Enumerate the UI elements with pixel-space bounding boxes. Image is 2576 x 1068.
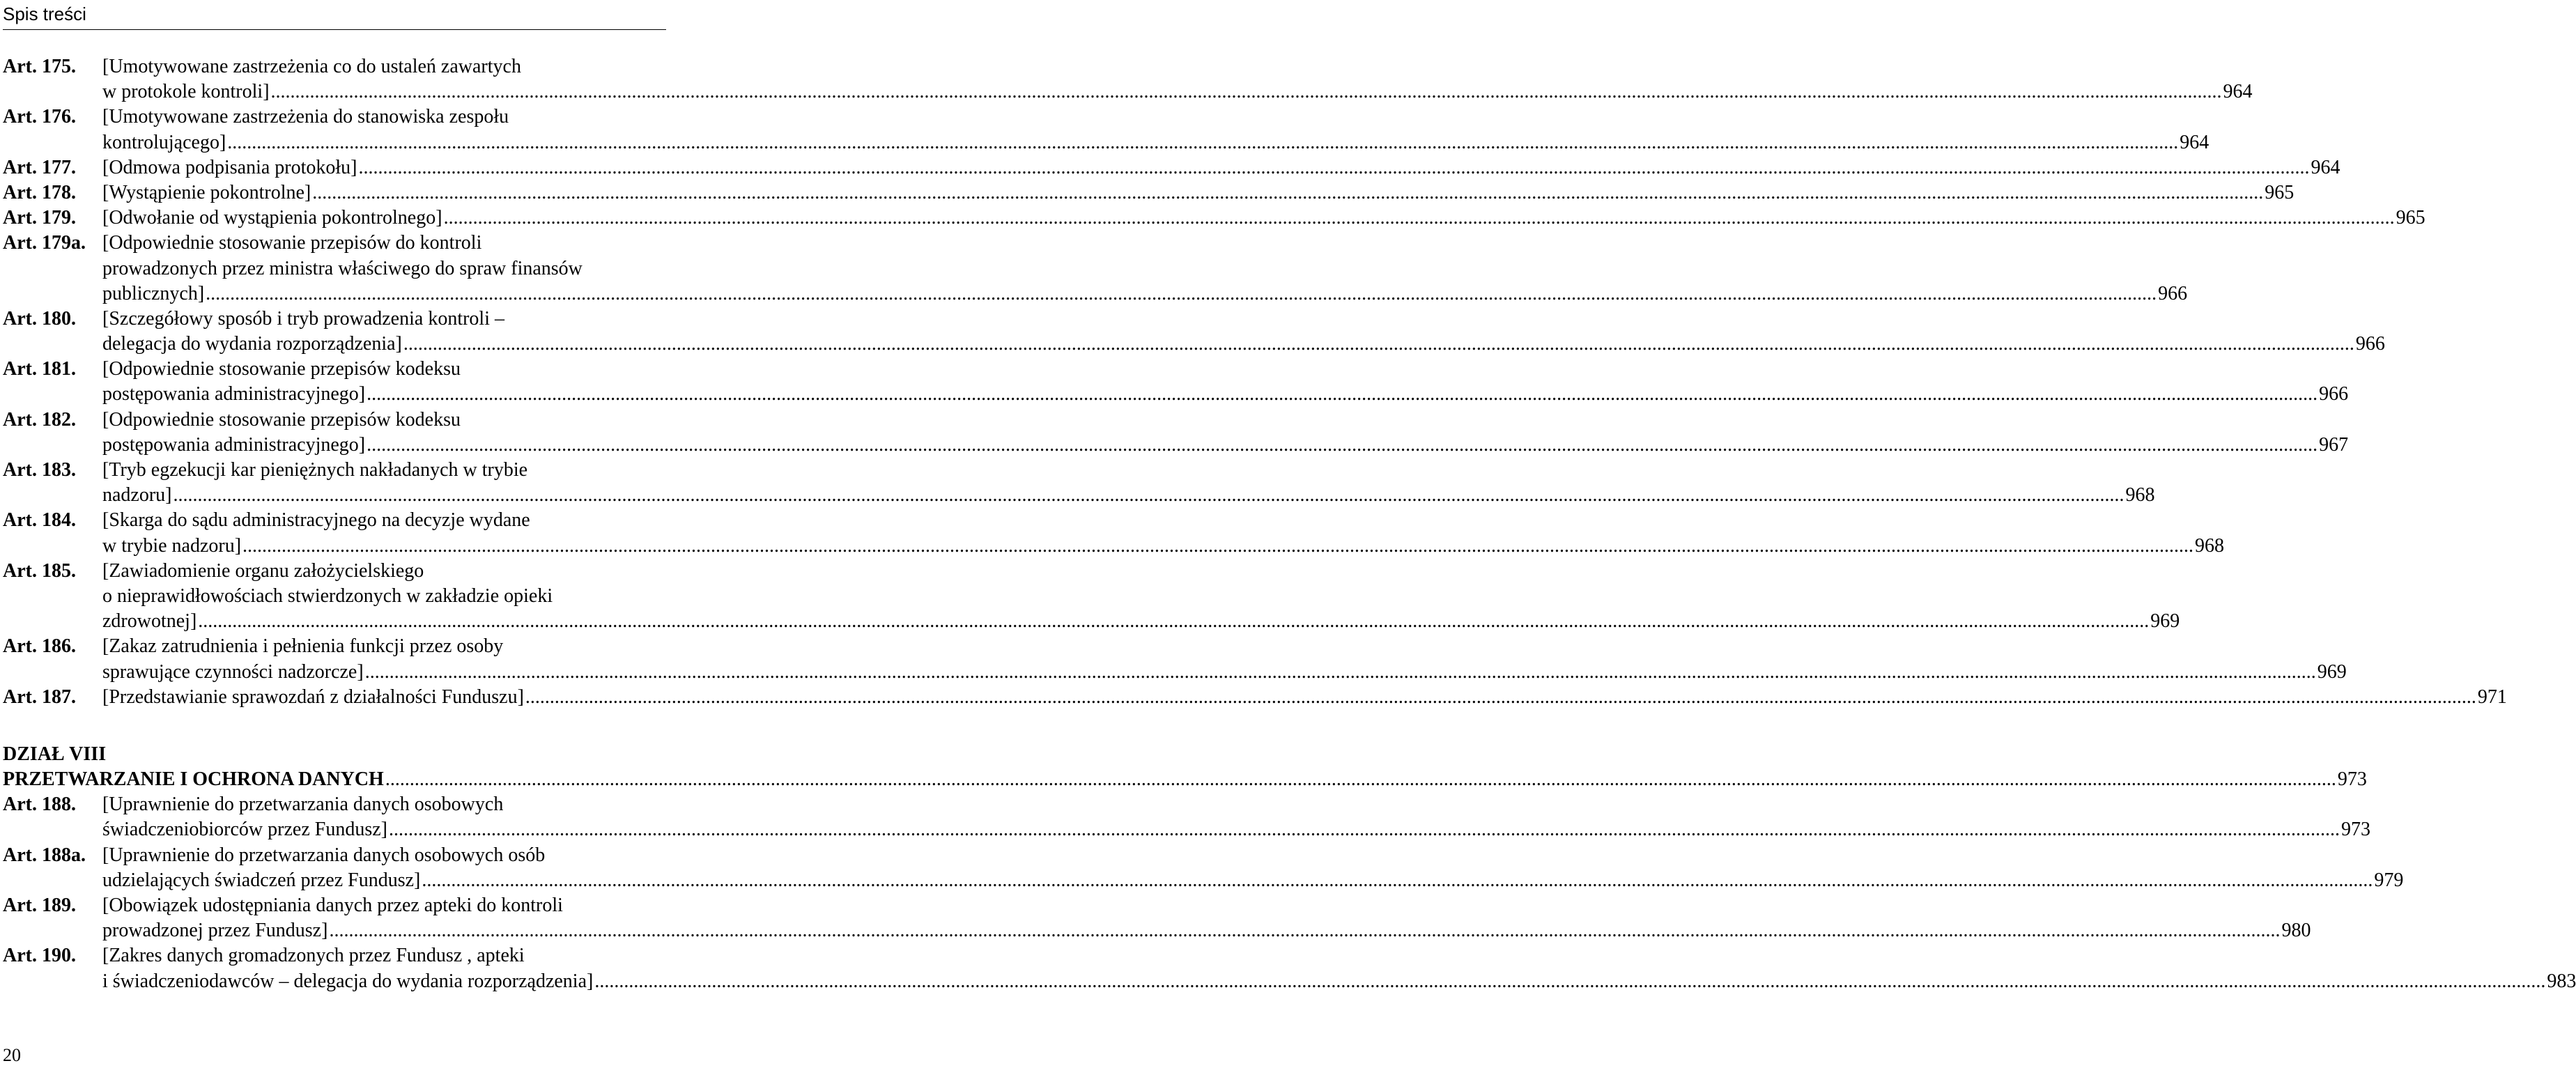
page-ref[interactable]: 967: [2319, 433, 2349, 456]
leader-row: [102, 433, 2349, 458]
leader-row: [102, 382, 2349, 407]
entry-title-text: i świadczeniodawców – delegacja do wydania rozporządzenia]: [102, 970, 594, 992]
toc-entry[interactable]: [3, 54, 2253, 105]
leader-row: [102, 685, 2507, 710]
page-ref[interactable]: 968: [2125, 484, 2155, 506]
section-heading: [3, 742, 2367, 792]
toc-entry-line: [3, 206, 2425, 231]
article-number: Art. 176.: [3, 106, 76, 128]
dot-leader: ................................................................................................................................................................................................................................................................................................................................................................................................................: [594, 970, 2546, 992]
page-ref[interactable]: 965: [2265, 181, 2295, 203]
leader-row: [102, 180, 2295, 206]
dot-leader: ................................................................................................................................................................................................................................................................................................................................................................................................................: [385, 768, 2336, 791]
toc-entry-line: [3, 918, 2311, 943]
dot-leader: ................................................................................................................................................................................................................................................................................................................................................................................................................: [312, 181, 2264, 203]
page-ref[interactable]: 965: [2396, 207, 2425, 229]
toc-entry-line: [3, 685, 2507, 710]
entry-title-text: [Odpowiednie stosowanie przepisów do kontroli: [102, 232, 482, 254]
page-ref[interactable]: 964: [2180, 131, 2209, 153]
toc-entry-line: [3, 508, 666, 533]
leader-row: [102, 155, 2340, 180]
entry-title-text: [Umotywowane zastrzeżenia co do ustaleń zawartych: [102, 56, 521, 77]
entry-title-text: [Tryb egzekucji kar pieniężnych nakładanych w trybie: [102, 459, 528, 481]
page-ref[interactable]: 973: [2340, 819, 2370, 841]
toc-entry-line: [3, 357, 666, 382]
entry-title-text: świadczeniobiorców przez Fundusz]: [102, 819, 387, 841]
page-ref[interactable]: 983: [2547, 970, 2576, 992]
toc-entry-line: [3, 130, 2209, 155]
section-title-row[interactable]: [3, 767, 2367, 792]
toc-entry[interactable]: [3, 792, 2370, 842]
entry-title-text: [Zawiadomienie organu założycielskiego: [102, 559, 424, 582]
entry-title-text: publicznych]: [102, 282, 205, 304]
page-ref[interactable]: 971: [2477, 686, 2507, 708]
leader-row: [102, 281, 2188, 307]
toc-entry[interactable]: [3, 943, 2576, 993]
toc-entry-line: [3, 231, 666, 256]
toc-entry-line: [3, 584, 666, 609]
toc-entry-line: [3, 634, 666, 659]
toc-entry-line: [3, 943, 666, 968]
dot-leader: ................................................................................................................................................................................................................................................................................................................................................................................................................: [367, 433, 2318, 456]
entry-title-text: postępowania administracyjnego]: [102, 433, 366, 456]
toc-entry[interactable]: [3, 105, 2209, 155]
dot-leader: ................................................................................................................................................................................................................................................................................................................................................................................................................: [329, 920, 2281, 942]
table-of-contents: [3, 54, 2576, 994]
entry-title-text: [Obowiązek udostępniania danych przez apteki do kontroli: [102, 895, 563, 916]
dot-leader: ................................................................................................................................................................................................................................................................................................................................................................................................................: [367, 383, 2318, 405]
page-ref[interactable]: 966: [2319, 383, 2349, 405]
toc-entry[interactable]: [3, 231, 2188, 307]
page-ref[interactable]: 973: [2337, 768, 2367, 791]
article-number: Art. 177.: [3, 156, 76, 178]
entry-title-text: [Uprawnienie do przetwarzania danych osobowych: [102, 794, 504, 816]
entry-title-text: [Zakaz zatrudnienia i pełnienia funkcji przez osoby: [102, 635, 504, 658]
toc-entry[interactable]: [3, 559, 2180, 635]
toc-entry-line: [3, 969, 2576, 994]
page-ref[interactable]: 964: [2223, 81, 2253, 103]
leader-row: [102, 660, 2347, 685]
toc-entry-line: [3, 458, 666, 483]
entry-title-text: sprawujące czynności nadzorcze]: [102, 660, 364, 683]
page-ref[interactable]: 979: [2374, 869, 2404, 891]
page-ref[interactable]: 980: [2281, 920, 2311, 942]
article-number: Art. 182.: [3, 408, 76, 431]
dot-leader: ................................................................................................................................................................................................................................................................................................................................................................................................................: [173, 484, 2124, 506]
toc-entry-line: [3, 609, 2180, 634]
page-header: [3, 0, 666, 30]
toc-entry-line: [3, 332, 2385, 357]
toc-entry[interactable]: [3, 307, 2385, 357]
header-title: Spis treści: [3, 3, 86, 24]
entry-title-text: [Odpowiednie stosowanie przepisów kodeksu: [102, 408, 461, 431]
toc-entry[interactable]: [3, 634, 2347, 684]
entry-title-text: nadzoru]: [102, 484, 172, 506]
entry-title-text: delegacja do wydania rozporządzenia]: [102, 333, 402, 355]
leader-row: [102, 206, 2425, 231]
entry-title-text: w trybie nadzoru]: [102, 534, 242, 557]
dot-leader: ................................................................................................................................................................................................................................................................................................................................................................................................................: [422, 869, 2373, 891]
leader-row: [102, 918, 2311, 943]
toc-entry-line: [3, 155, 2340, 180]
page-ref[interactable]: 969: [2150, 610, 2180, 633]
toc-entry-line: [3, 79, 2253, 105]
toc-entry[interactable]: [3, 155, 2340, 180]
article-number: Art. 188a.: [3, 844, 86, 866]
leader-row: [102, 609, 2180, 634]
leader-row: [102, 969, 2576, 994]
leader-row: [102, 130, 2209, 155]
toc-entry-line: [3, 534, 2225, 559]
dot-leader: ................................................................................................................................................................................................................................................................................................................................................................................................................: [443, 207, 2395, 229]
entry-title-text: [Zakres danych gromadzonych przez Fundusz , apteki: [102, 945, 525, 967]
toc-entry[interactable]: [3, 206, 2425, 231]
entry-title-text: o nieprawidłowościach stwierdzonych w zakładzie opieki: [102, 585, 553, 607]
page-ref[interactable]: 964: [2311, 156, 2340, 178]
entry-title-text: [Odmowa podpisania protokołu]: [102, 156, 357, 178]
toc-entry-line: [3, 893, 666, 918]
toc-entry[interactable]: [3, 685, 2507, 710]
leader-row: [102, 868, 2404, 893]
entry-title-text: w protokole kontroli]: [102, 81, 270, 103]
article-number: Art. 179.: [3, 207, 76, 229]
leader-row: [102, 817, 2370, 842]
toc-entry[interactable]: [3, 408, 2349, 458]
toc-entry-line: [3, 433, 2349, 458]
toc-entry-line: [3, 559, 666, 584]
toc-entry[interactable]: [3, 843, 2404, 893]
article-number: Art. 185.: [3, 559, 76, 582]
article-number: Art. 187.: [3, 686, 76, 708]
entry-title-text: [Wystąpienie pokontrolne]: [102, 181, 311, 203]
article-number: Art. 178.: [3, 181, 76, 203]
leader-row: [102, 534, 2225, 559]
leader-row: [102, 332, 2385, 357]
article-number: Art. 189.: [3, 895, 76, 916]
dot-leader: ................................................................................................................................................................................................................................................................................................................................................................................................................: [525, 686, 2476, 708]
article-number: Art. 183.: [3, 459, 76, 481]
article-number: Art. 188.: [3, 794, 76, 816]
toc-entry-line: [3, 256, 666, 281]
toc-entry-line: [3, 483, 2155, 508]
page-number: 20: [3, 1045, 21, 1065]
toc-entry[interactable]: [3, 180, 2295, 206]
entry-title-text: [Odpowiednie stosowanie przepisów kodeksu: [102, 358, 461, 380]
toc-entry[interactable]: [3, 357, 2349, 407]
dot-leader: ................................................................................................................................................................................................................................................................................................................................................................................................................: [198, 610, 2150, 633]
entry-title-text: prowadzonych przez ministra właściwego do spraw finansów: [102, 257, 583, 279]
toc-entry-line: [3, 660, 2347, 685]
dot-leader: ................................................................................................................................................................................................................................................................................................................................................................................................................: [270, 81, 2222, 103]
toc-entry-line: [3, 54, 666, 79]
page-ref[interactable]: 966: [2355, 333, 2385, 355]
toc-entry-line: [3, 307, 666, 332]
article-number: Art. 180.: [3, 307, 76, 330]
toc-entry-line: [3, 408, 666, 433]
article-number: Art. 190.: [3, 945, 76, 967]
toc-entry-line: [3, 817, 2370, 842]
page-ref[interactable]: 968: [2195, 534, 2225, 557]
toc-entry-line: [3, 792, 666, 817]
page-ref[interactable]: 969: [2317, 660, 2347, 683]
toc-entry[interactable]: [3, 458, 2155, 508]
article-number: Art. 184.: [3, 509, 76, 532]
entry-title-text: [Przedstawianie sprawozdań z działalności Funduszu]: [102, 686, 524, 708]
entry-title-text: [Skarga do sądu administracyjnego na decyzje wydane: [102, 509, 530, 532]
dot-leader: ................................................................................................................................................................................................................................................................................................................................................................................................................: [242, 534, 2194, 557]
dot-leader: ................................................................................................................................................................................................................................................................................................................................................................................................................: [364, 660, 2316, 683]
article-number: Art. 175.: [3, 56, 76, 77]
dot-leader: ................................................................................................................................................................................................................................................................................................................................................................................................................: [227, 131, 2179, 153]
toc-entry[interactable]: [3, 893, 2311, 943]
entry-title-text: [Uprawnienie do przetwarzania danych osobowych osób: [102, 844, 546, 866]
entry-title-text: postępowania administracyjnego]: [102, 383, 366, 405]
toc-entry-line: [3, 180, 2295, 206]
entry-title-text: prowadzonej przez Fundusz]: [102, 920, 328, 942]
dot-leader: ................................................................................................................................................................................................................................................................................................................................................................................................................: [388, 819, 2340, 841]
section-title: PRZETWARZANIE I OCHRONA DANYCH: [3, 768, 384, 791]
toc-entry-line: [3, 868, 2404, 893]
page-ref[interactable]: 966: [2158, 282, 2188, 304]
entry-title-text: zdrowotnej]: [102, 610, 197, 633]
entry-title-text: [Umotywowane zastrzeżenia do stanowiska zespołu: [102, 106, 509, 128]
article-number: Art. 181.: [3, 358, 76, 380]
entry-title-text: [Szczegółowy sposób i tryb prowadzenia kontroli –: [102, 307, 504, 330]
toc-entry-line: [3, 105, 666, 130]
leader-row: [102, 79, 2253, 105]
dot-leader: ................................................................................................................................................................................................................................................................................................................................................................................................................: [403, 333, 2354, 355]
toc-entry-line: [3, 281, 2188, 307]
toc-entry-line: [3, 382, 2349, 407]
leader-row: [102, 483, 2155, 508]
entry-title-text: kontrolującego]: [102, 131, 226, 153]
article-number: Art. 179a.: [3, 232, 86, 254]
article-number: Art. 186.: [3, 635, 76, 658]
dot-leader: ................................................................................................................................................................................................................................................................................................................................................................................................................: [358, 156, 2310, 178]
entry-title-text: [Odwołanie od wystąpienia pokontrolnego]: [102, 207, 442, 229]
section-label: DZIAŁ VIII: [3, 743, 107, 765]
entry-title-text: udzielających świadczeń przez Fundusz]: [102, 869, 421, 891]
toc-entry-line: [3, 843, 666, 868]
dot-leader: ................................................................................................................................................................................................................................................................................................................................................................................................................: [206, 282, 2157, 304]
toc-entry[interactable]: [3, 508, 2225, 558]
